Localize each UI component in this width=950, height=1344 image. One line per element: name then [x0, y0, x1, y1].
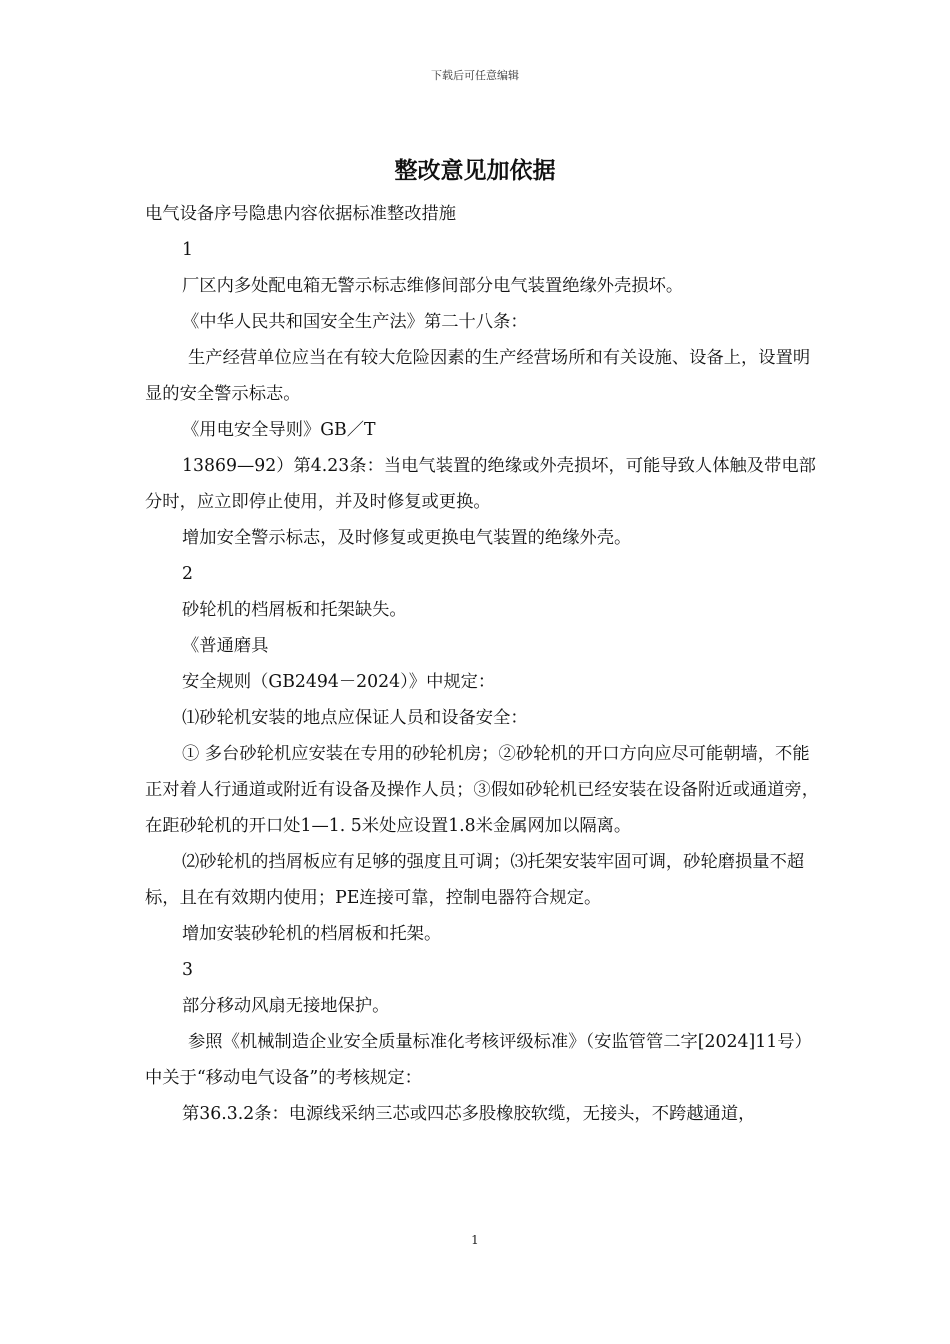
regulation-text: 13869—92）第4.23条：当电气装置的绝缘或外壳损坏，可能导致人体触及带电部分时，应立即停止使用，并及时修复或更换。: [145, 456, 816, 512]
regulation-reference: 参照《机械制造企业安全质量标准化考核评级标准》（安监管管二字[2024]11号）中关于“移动电气设备”的考核规定：: [145, 1032, 812, 1088]
regulation-text: 第36.3.2条：电源线采纳三芯或四芯多股橡胶软缆，无接头，不跨越通道，: [182, 1104, 756, 1124]
rectification-measure: 增加安全警示标志，及时修复或更换电气装置的绝缘外壳。: [182, 528, 632, 548]
page-header-note: 下载后可任意编辑: [431, 69, 519, 82]
regulation-reference: 《用电安全导则》GB／T: [182, 420, 376, 440]
item-number: 3: [182, 960, 193, 980]
regulation-text: ⑵砂轮机的挡屑板应有足够的强度且可调；⑶托架安装牢固可调，砂轮磨损量不超标，且在有效期内使用；PE连接可靠，控制电器符合规定。: [145, 852, 805, 908]
hazard-description: 部分移动风扇无接地保护。: [182, 996, 390, 1016]
regulation-reference: 安全规则（GB2494－2024）》中规定：: [182, 672, 496, 692]
regulation-reference: 《中华人民共和国安全生产法》第二十八条：: [182, 312, 528, 332]
regulation-reference: 《普通磨具: [182, 636, 269, 656]
item-number: 2: [182, 564, 193, 584]
rectification-measure: 增加安装砂轮机的档屑板和托架。: [182, 924, 442, 944]
document-body: [145, 196, 821, 1132]
hazard-description: 砂轮机的档屑板和托架缺失。: [182, 600, 407, 620]
item-number: 1: [182, 240, 193, 260]
document-title: 整改意见加依据: [394, 158, 556, 184]
hazard-description: 厂区内多处配电箱无警示标志维修间部分电气装置绝缘外壳损坏。: [182, 276, 684, 296]
regulation-text: ⑴砂轮机安装的地点应保证人员和设备安全：: [182, 708, 528, 728]
regulation-text: 生产经营单位应当在有较大危险因素的生产经营场所和有关设施、设备上，设置明显的安全警示标志。: [145, 348, 811, 404]
page-number: 1: [471, 1233, 479, 1247]
regulation-text: ① 多台砂轮机应安装在专用的砂轮机房；②砂轮机的开口方向应尽可能朝墙，不能正对着人行通道或附近有设备及操作人员；③假如砂轮机已经安装在设备附近或通道旁，在距砂轮机的开口处1—1. 5米处应设置1.8米金属网加以隔离。: [145, 744, 819, 836]
table-header-line: 电气设备序号隐患内容依据标准整改措施: [145, 204, 457, 224]
